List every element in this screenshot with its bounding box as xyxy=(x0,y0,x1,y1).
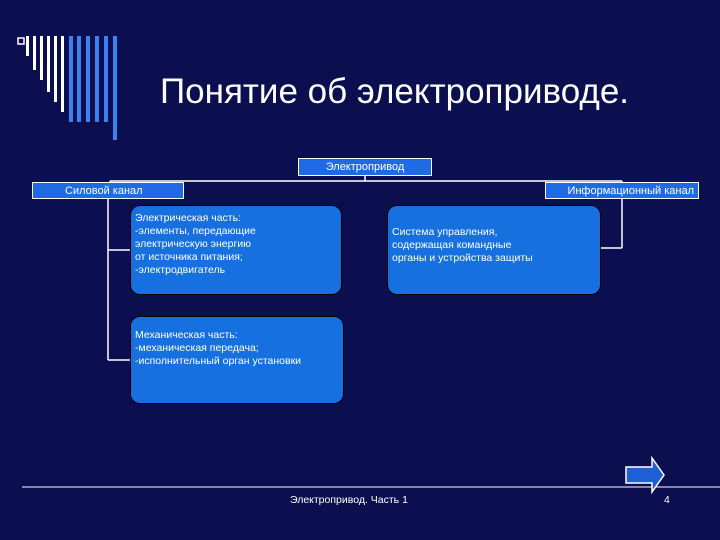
right-arrow-icon[interactable] xyxy=(624,456,666,494)
electrical-part-node: Электрическая часть: -элементы, передающие электрическую энергию от источника питания; -электродвигатель xyxy=(130,205,342,295)
slide-title: Понятие об электроприводе. xyxy=(160,72,630,111)
right-channel-node: Информационный канал xyxy=(545,182,699,199)
left-channel-node: Силовой канал xyxy=(32,182,184,199)
control-system-node: Система управления, содержащая командные органы и устройства защиты xyxy=(387,205,601,295)
root-node: Электропривод xyxy=(298,158,432,176)
mechanical-part-node: Механическая часть: -механическая передача; -исполнительный орган установки xyxy=(130,316,344,404)
footer-text: Электропривод. Часть 1 xyxy=(290,494,408,506)
page-number: 4 xyxy=(664,494,670,506)
